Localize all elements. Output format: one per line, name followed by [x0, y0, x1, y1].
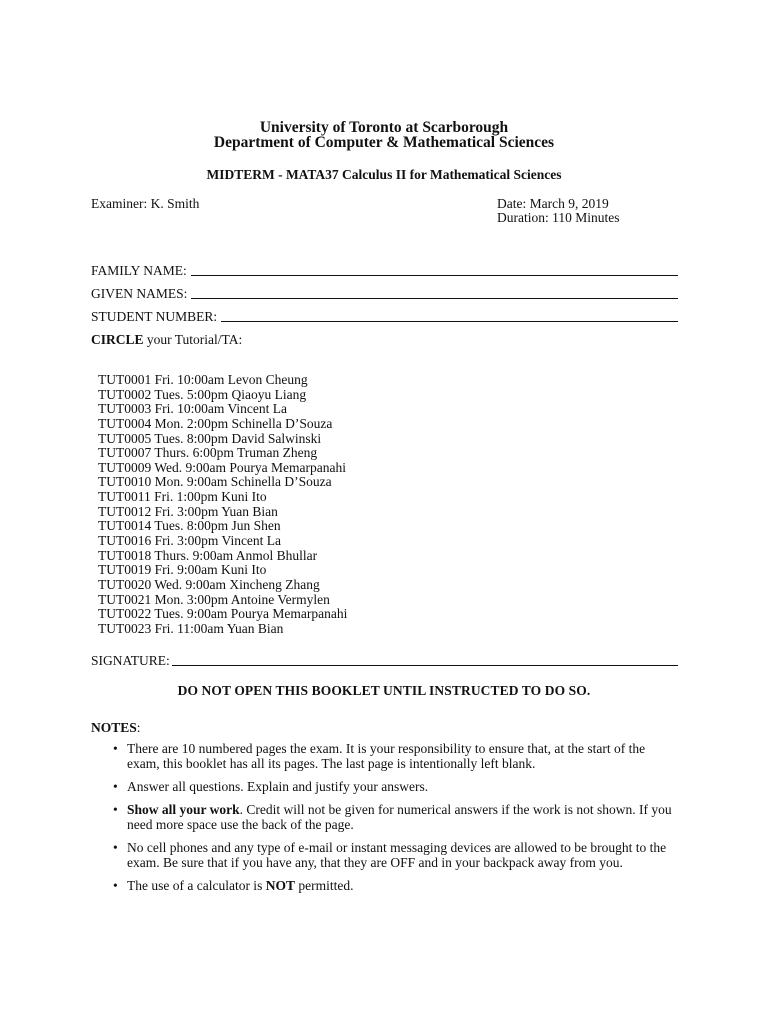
tutorial-option[interactable]: TUT0004 Mon. 2:00pm Schinella D’Souza	[98, 415, 333, 431]
tutorial-option[interactable]: TUT0005 Tues. 8:00pm David Salwinski	[98, 430, 322, 446]
bullet-icon: •	[113, 741, 118, 756]
notes-heading-bold: NOTES	[91, 720, 137, 735]
student-number-line[interactable]	[221, 321, 678, 322]
bullet-icon: •	[113, 878, 118, 893]
signature-label: SIGNATURE:	[91, 653, 170, 668]
tutorial-option[interactable]: TUT0007 Thurs. 6:00pm Truman Zheng	[98, 445, 318, 461]
tutorial-option[interactable]: TUT0009 Wed. 9:00am Pourya Memarpanahi	[98, 459, 346, 475]
note-text: The use of a calculator is	[127, 878, 266, 893]
note-item	[113, 840, 679, 870]
tutorial-option[interactable]: TUT0010 Mon. 9:00am Schinella D’Souza	[98, 474, 332, 490]
bullet-icon: •	[113, 802, 118, 817]
exam-date: Date: March 9, 2019	[497, 196, 609, 211]
note-emphasis: NOT	[265, 878, 295, 893]
tutorial-option[interactable]: TUT0020 Wed. 9:00am Xincheng Zhang	[98, 576, 320, 592]
tutorial-list	[98, 373, 347, 637]
tutorial-option[interactable]: TUT0003 Fri. 10:00am Vincent La	[98, 401, 288, 417]
bullet-icon: •	[113, 840, 118, 855]
note-item	[113, 802, 679, 832]
tutorial-option[interactable]: TUT0021 Mon. 3:00pm Antoine Vermylen	[98, 591, 330, 607]
family-name-line[interactable]	[191, 275, 678, 276]
examiner-label: Examiner: K. Smith	[91, 196, 200, 211]
note-text: permitted.	[294, 878, 354, 893]
given-names-label: GIVEN NAMES:	[91, 286, 188, 301]
tutorial-option[interactable]: TUT0018 Thurs. 9:00am Anmol Bhullar	[98, 547, 318, 563]
signature-field[interactable]	[91, 654, 678, 669]
note-emphasis: Show all your work	[127, 802, 240, 817]
notes-heading	[91, 721, 141, 736]
note-text: . Credit will not be given for numerical answers if the work is not shown. If you need more space use the back of the page.	[127, 802, 672, 832]
tutorial-option[interactable]: TUT0001 Fri. 10:00am Levon Cheung	[98, 372, 308, 387]
family-name-label: FAMILY NAME:	[91, 263, 187, 278]
given-names-line[interactable]	[191, 298, 678, 299]
tutorial-option[interactable]: TUT0022 Tues. 9:00am Pourya Memarpanahi	[98, 606, 348, 622]
notes-list	[113, 741, 679, 901]
given-names-field[interactable]	[91, 287, 678, 302]
student-number-label: STUDENT NUMBER:	[91, 309, 218, 324]
do-not-open-warning: DO NOT OPEN THIS BOOKLET UNTIL INSTRUCTED TO DO SO.	[177, 683, 591, 698]
tutorial-option[interactable]: TUT0014 Tues. 8:00pm Jun Shen	[98, 518, 281, 534]
tutorial-option[interactable]: TUT0019 Fri. 9:00am Kuni Ito	[98, 562, 267, 578]
note-text: Answer all questions. Explain and justify your answers.	[127, 779, 429, 794]
tutorial-prompt-text: your Tutorial/TA:	[143, 332, 243, 347]
signature-line[interactable]	[172, 665, 678, 666]
tutorial-option[interactable]: TUT0012 Fri. 3:00pm Yuan Bian	[98, 503, 278, 519]
course-title: MIDTERM - MATA37 Calculus II for Mathematical Sciences	[206, 167, 562, 182]
tutorial-option[interactable]: TUT0016 Fri. 3:00pm Vincent La	[98, 533, 282, 549]
note-item	[113, 878, 679, 893]
bullet-icon: •	[113, 779, 118, 794]
department-title: Department of Computer & Mathematical Sciences	[213, 134, 555, 151]
student-number-field[interactable]	[91, 310, 678, 325]
exam-duration: Duration: 110 Minutes	[497, 210, 620, 225]
tutorial-option[interactable]: TUT0002 Tues. 5:00pm Qiaoyu Liang	[98, 386, 307, 402]
university-title: University of Toronto at Scarborough	[259, 119, 509, 136]
tutorial-prompt	[91, 333, 242, 348]
notes-heading-colon: :	[136, 720, 141, 735]
tutorial-prompt-bold: CIRCLE	[91, 332, 144, 347]
note-text: No cell phones and any type of e-mail or instant messaging devices are allowed to be brought to the exam. Be sure that if you have any, that they are OFF and in your backpack away from you.	[127, 840, 667, 870]
note-text: There are 10 numbered pages the exam. It is your responsibility to ensure that, at the start of the exam, this booklet has all its pages. The last page is intentionally left blank.	[127, 741, 646, 771]
note-item	[113, 779, 679, 794]
tutorial-option[interactable]: TUT0023 Fri. 11:00am Yuan Bian	[98, 620, 284, 636]
family-name-field[interactable]	[91, 264, 678, 279]
note-item	[113, 741, 679, 771]
tutorial-option[interactable]: TUT0011 Fri. 1:00pm Kuni Ito	[98, 489, 267, 505]
